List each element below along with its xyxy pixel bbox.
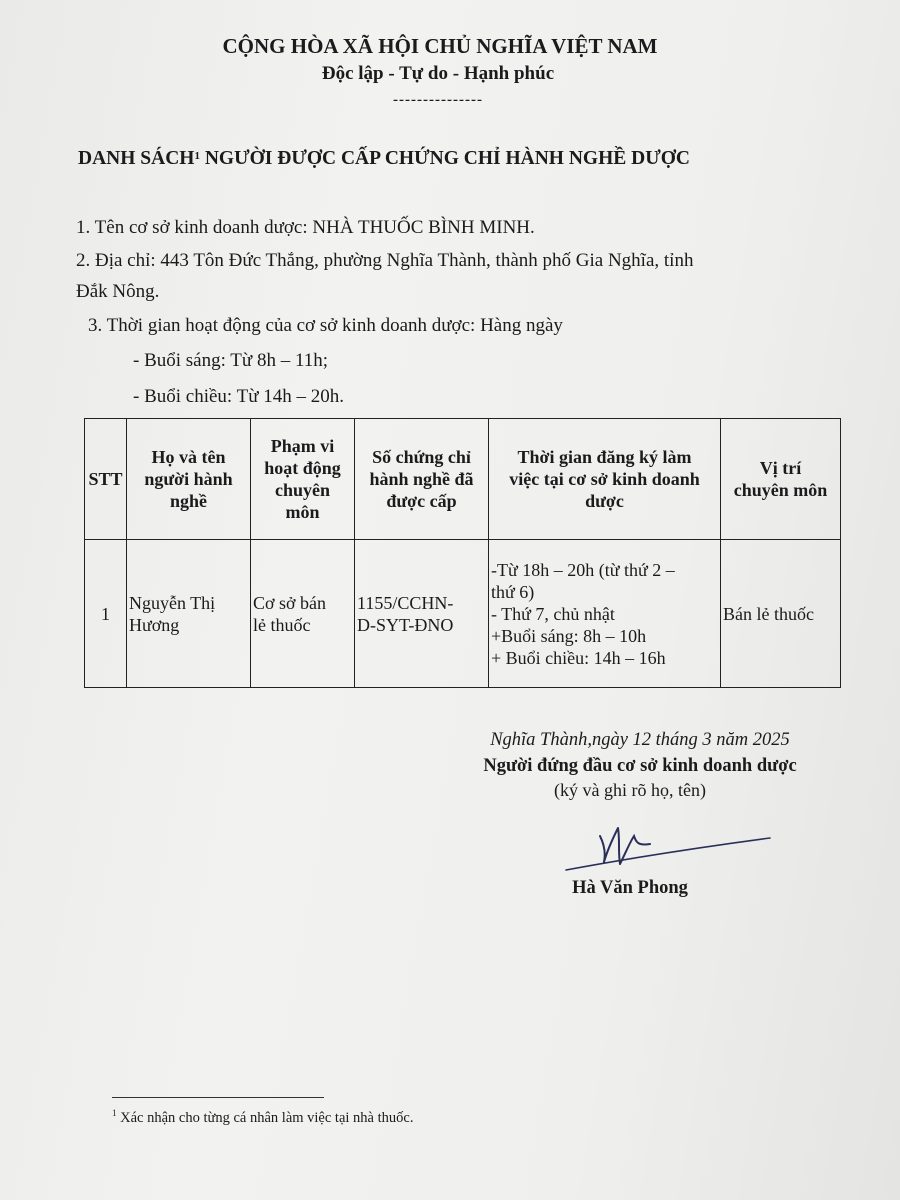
- national-motto: Độc lập - Tự do - Hạnh phúc: [321, 63, 555, 84]
- address-line: 2. Địa chỉ: 443 Tôn Đức Thắng, phường Nghĩa Thành, thành phố Gia Nghĩa, tỉnh: [76, 250, 694, 271]
- header-cert-line: hành nghề đã: [369, 469, 474, 489]
- cell-cert-line: D-SYT-ĐNO: [357, 614, 454, 635]
- document-title: [78, 148, 838, 170]
- signer-name: Hà Văn Phong: [572, 878, 688, 898]
- signer-role: Người đứng đầu cơ sở kinh doanh dược: [483, 756, 797, 776]
- header-cert-line: Số chứng chỉ: [372, 447, 471, 467]
- address-line-continued: Đắk Nông.: [76, 281, 160, 302]
- signature-note: (ký và ghi rõ họ, tên): [554, 780, 706, 800]
- header-name-line: Họ và tên: [151, 447, 226, 467]
- header-schedule-line: Thời gian đăng ký làm: [517, 447, 692, 467]
- national-title: CỘNG HÒA XÃ HỘI CHỦ NGHĨA VIỆT NAM: [222, 34, 658, 58]
- footnote-divider: [112, 1097, 324, 1098]
- afternoon-hours-line: - Buổi chiều: Từ 14h – 20h.: [133, 386, 345, 407]
- cell-name-line: Hương: [129, 614, 180, 635]
- header-divider: ---------------: [393, 92, 483, 108]
- header-position-line: chuyên môn: [733, 480, 828, 500]
- practitioner-table: [84, 418, 841, 688]
- header-name-line: người hành: [144, 469, 233, 489]
- footnote: [112, 1108, 413, 1127]
- cell-stt: 1: [85, 540, 127, 688]
- document-title-prefix: DANH SÁCH: [78, 148, 195, 169]
- cell-scope: [251, 540, 355, 688]
- title-footnote-mark: 1: [194, 150, 200, 162]
- header-scope-line: Phạm vi: [270, 436, 335, 456]
- header-position-line: Vị trí: [759, 458, 802, 478]
- cell-schedule-line: +Buổi sáng: 8h – 10h: [491, 625, 647, 646]
- header-schedule-line: việc tại cơ sở kinh doanh: [509, 469, 700, 489]
- business-name-line: 1. Tên cơ sở kinh doanh dược: NHÀ THUỐC BÌNH MINH.: [76, 217, 535, 238]
- cell-certificate: [355, 540, 489, 688]
- handwritten-signature: [560, 818, 780, 878]
- header-position: [721, 419, 841, 540]
- footnote-text: Xác nhận cho từng cá nhân làm việc tại nhà thuốc.: [116, 1109, 414, 1126]
- header-scope-line: hoạt động: [264, 458, 341, 478]
- header-schedule-line: dược: [585, 491, 624, 511]
- header-cert-line: được cấp: [386, 491, 457, 511]
- cell-scope-line: Cơ sở bán: [253, 592, 327, 613]
- cell-position: Bán lẻ thuốc: [721, 540, 841, 688]
- footnote-mark: 1: [112, 1108, 117, 1118]
- cell-schedule-line: thứ 6): [491, 581, 535, 602]
- cell-schedule: [489, 540, 721, 688]
- cell-scope-line: lẻ thuốc: [253, 614, 311, 635]
- header-name-line: nghề: [169, 491, 207, 511]
- header-scope: [251, 419, 355, 540]
- cell-schedule-line: -Từ 18h – 20h (từ thứ 2 –: [491, 559, 675, 580]
- cell-schedule-line: + Buổi chiều: 14h – 16h: [491, 647, 666, 668]
- place-date: Nghĩa Thành,ngày 12 tháng 3 năm 2025: [490, 730, 790, 750]
- cell-name-line: Nguyễn Thị: [129, 592, 216, 613]
- table-row: [85, 540, 841, 688]
- cell-cert-line: 1155/CCHN-: [357, 592, 454, 613]
- header-certificate: [355, 419, 489, 540]
- table-header-row: [85, 419, 841, 540]
- cell-schedule-line: - Thứ 7, chủ nhật: [491, 603, 615, 624]
- header-stt: STT: [85, 419, 127, 540]
- document-title-rest: NGƯỜI ĐƯỢC CẤP CHỨNG CHỈ HÀNH NGHỀ DƯỢC: [199, 148, 690, 169]
- header-scope-line: môn: [285, 502, 320, 522]
- header-name: [127, 419, 251, 540]
- operating-hours-line: 3. Thời gian hoạt động của cơ sở kinh doanh dược: Hàng ngày: [88, 315, 563, 336]
- morning-hours-line: - Buổi sáng: Từ 8h – 11h;: [133, 350, 329, 371]
- header-schedule: [489, 419, 721, 540]
- header-scope-line: chuyên: [274, 480, 330, 500]
- cell-name: [127, 540, 251, 688]
